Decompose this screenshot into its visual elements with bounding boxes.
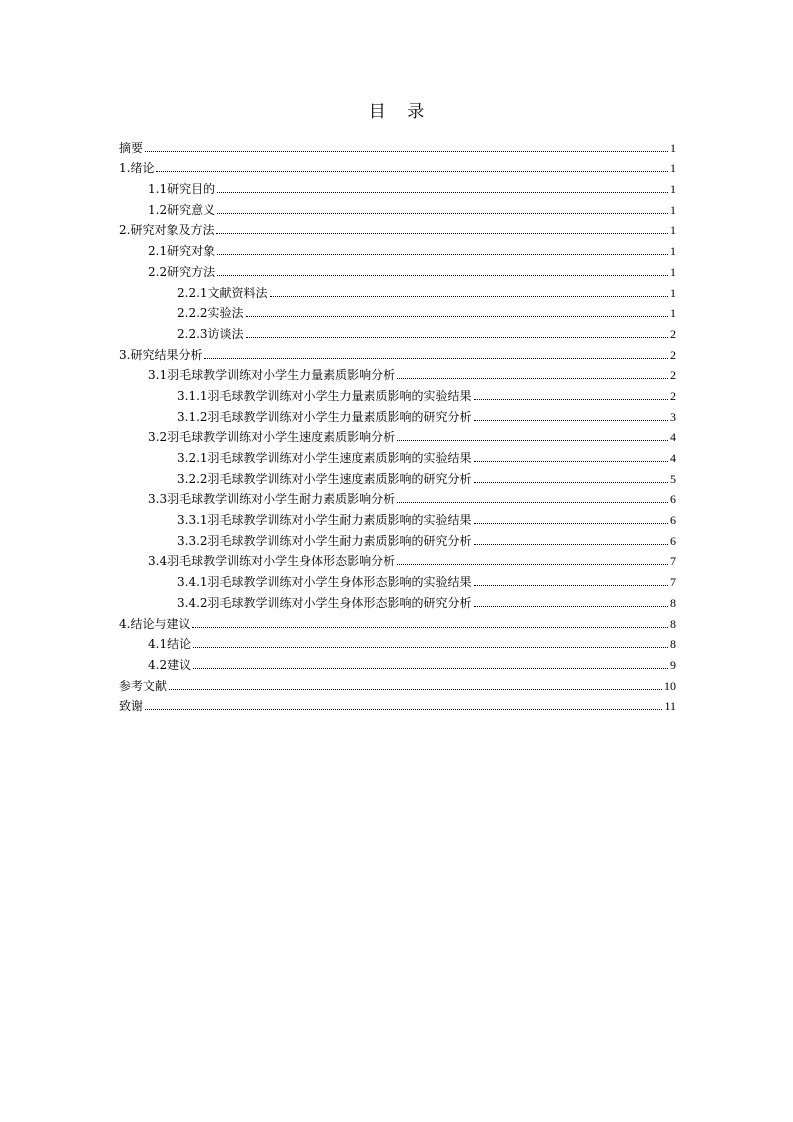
dot-leader <box>246 316 668 317</box>
toc-entry-label: 2.2.1文献资料法 <box>177 285 268 300</box>
toc-entry-page-number: 8 <box>670 637 676 652</box>
dot-leader <box>397 564 668 565</box>
toc-entry-page-number: 1 <box>670 306 676 321</box>
dot-leader <box>216 233 668 234</box>
dot-leader <box>156 171 668 172</box>
dot-leader <box>474 482 668 483</box>
toc-entry-label: 3.4羽毛球教学训练对小学生身体形态影响分析 <box>148 554 396 569</box>
toc-entry-page-number: 1 <box>670 202 676 217</box>
toc-entry-label: 3.1.1羽毛球教学训练对小学生力量素质影响的实验结果 <box>177 388 472 403</box>
dot-leader <box>192 627 668 628</box>
toc-entry-page-number: 6 <box>670 492 676 507</box>
toc-entry-page-number: 1 <box>670 285 676 300</box>
dot-leader <box>217 254 668 255</box>
toc-entry-page-number: 2 <box>670 347 676 362</box>
toc-entry-label: 2.研究对象及方法 <box>119 223 215 238</box>
toc-entry[interactable] <box>119 258 676 279</box>
toc-entry[interactable] <box>119 424 676 445</box>
toc-entry-page-number: 2 <box>670 368 676 383</box>
dot-leader <box>145 151 668 152</box>
toc-entry[interactable] <box>119 506 676 527</box>
dot-leader <box>474 606 668 607</box>
toc-entry-page-number: 1 <box>670 182 676 197</box>
toc-entry[interactable] <box>119 320 676 341</box>
toc-entry-label: 2.1研究对象 <box>148 244 216 259</box>
toc-entry-page-number: 11 <box>664 699 676 714</box>
dot-leader <box>474 544 668 545</box>
toc-entry-label: 2.2研究方法 <box>148 264 216 279</box>
page-title: 目 录 <box>368 102 433 122</box>
toc-entry[interactable] <box>119 589 676 610</box>
dot-leader <box>270 296 668 297</box>
dot-leader <box>397 440 668 441</box>
toc-entry-label: 3.2.1羽毛球教学训练对小学生速度素质影响的实验结果 <box>177 451 472 465</box>
toc-entry[interactable] <box>119 610 676 631</box>
toc-entry-page-number: 8 <box>670 595 676 610</box>
toc-entry-page-number: 7 <box>670 575 676 590</box>
toc-entry-label: 3.1.2羽毛球教学训练对小学生力量素质影响的研究分析 <box>177 409 472 424</box>
toc-entry-label: 2.2.2实验法 <box>177 306 244 321</box>
toc-entry-page-number: 4 <box>670 451 676 465</box>
toc-entry-label: 3.2羽毛球教学训练对小学生速度素质影响分析 <box>148 430 396 445</box>
toc-entry[interactable] <box>119 279 676 300</box>
toc-entry[interactable] <box>119 196 676 217</box>
dot-leader <box>474 399 668 400</box>
toc-entry[interactable] <box>119 693 676 714</box>
toc-entry-page-number: 5 <box>670 471 676 486</box>
dot-leader <box>193 647 668 648</box>
toc-entry-label: 摘要 <box>119 140 144 155</box>
toc-entry[interactable] <box>119 217 676 238</box>
toc-entry[interactable] <box>119 568 676 589</box>
dot-leader <box>217 275 668 276</box>
toc-entry-label: 3.3羽毛球教学训练对小学生耐力素质影响分析 <box>148 492 396 507</box>
dot-leader <box>474 420 668 421</box>
toc-entry[interactable] <box>119 527 676 548</box>
toc-entry-label: 2.2.3访谈法 <box>177 326 244 341</box>
dot-leader <box>145 709 662 710</box>
toc-entry[interactable] <box>119 362 676 383</box>
table-of-contents <box>119 134 676 713</box>
dot-leader <box>217 213 668 214</box>
toc-entry-label: 3.2.2羽毛球教学训练对小学生速度素质影响的研究分析 <box>177 471 472 486</box>
toc-entry[interactable] <box>119 548 676 569</box>
dot-leader <box>397 502 668 503</box>
dot-leader <box>169 689 662 690</box>
dot-leader <box>246 337 668 338</box>
toc-entry-label: 3.3.2羽毛球教学训练对小学生耐力素质影响的研究分析 <box>177 533 472 548</box>
toc-entry-label: 3.3.1羽毛球教学训练对小学生耐力素质影响的实验结果 <box>177 513 472 528</box>
toc-entry-label: 1.绪论 <box>119 161 155 176</box>
toc-entry-page-number: 1 <box>670 244 676 259</box>
toc-entry[interactable] <box>119 403 676 424</box>
toc-entry-label: 4.结论与建议 <box>119 616 191 631</box>
toc-entry-page-number: 1 <box>670 140 676 155</box>
toc-entry-page-number: 3 <box>670 409 676 424</box>
toc-entry-label: 4.2建议 <box>148 657 192 672</box>
dot-leader <box>217 192 668 193</box>
toc-entry-page-number: 6 <box>670 513 676 528</box>
toc-entry[interactable] <box>119 134 676 155</box>
toc-entry-label: 致谢 <box>119 699 144 714</box>
dot-leader <box>474 461 668 462</box>
toc-entry-page-number: 8 <box>670 616 676 631</box>
toc-entry[interactable] <box>119 651 676 672</box>
toc-entry-page-number: 1 <box>670 264 676 279</box>
toc-entry[interactable] <box>119 672 676 693</box>
dot-leader <box>474 585 668 586</box>
dot-leader <box>474 523 668 524</box>
toc-entry[interactable] <box>119 300 676 321</box>
toc-entry-label: 参考文献 <box>119 678 168 693</box>
toc-entry-page-number: 9 <box>670 657 676 672</box>
toc-entry-page-number: 10 <box>664 678 676 693</box>
toc-entry-label: 3.研究结果分析 <box>119 347 203 362</box>
dot-leader <box>397 378 668 379</box>
toc-entry[interactable] <box>119 465 676 486</box>
toc-entry[interactable] <box>119 155 676 176</box>
toc-entry-label: 4.1结论 <box>148 637 192 652</box>
toc-entry-page-number: 4 <box>670 430 676 445</box>
toc-entry-page-number: 1 <box>670 161 676 176</box>
toc-entry-label: 3.4.2羽毛球教学训练对小学生身体形态影响的研究分析 <box>177 595 472 610</box>
toc-entry-page-number: 2 <box>670 326 676 341</box>
toc-entry[interactable] <box>119 341 676 362</box>
toc-entry-label: 1.2研究意义 <box>148 202 216 217</box>
toc-entry[interactable] <box>119 486 676 507</box>
toc-entry[interactable] <box>119 631 676 652</box>
toc-entry-label: 3.4.1羽毛球教学训练对小学生身体形态影响的实验结果 <box>177 575 472 590</box>
toc-entry[interactable] <box>119 444 676 465</box>
toc-entry-page-number: 2 <box>670 388 676 403</box>
dot-leader <box>204 358 668 359</box>
toc-entry-page-number: 6 <box>670 533 676 548</box>
toc-entry-page-number: 1 <box>670 223 676 238</box>
toc-entry-label: 1.1研究目的 <box>148 182 216 197</box>
toc-entry[interactable] <box>119 175 676 196</box>
dot-leader <box>193 668 668 669</box>
toc-entry-label: 3.1羽毛球教学训练对小学生力量素质影响分析 <box>148 368 396 383</box>
toc-entry[interactable] <box>119 382 676 403</box>
toc-entry[interactable] <box>119 237 676 258</box>
toc-entry-page-number: 7 <box>670 554 676 569</box>
